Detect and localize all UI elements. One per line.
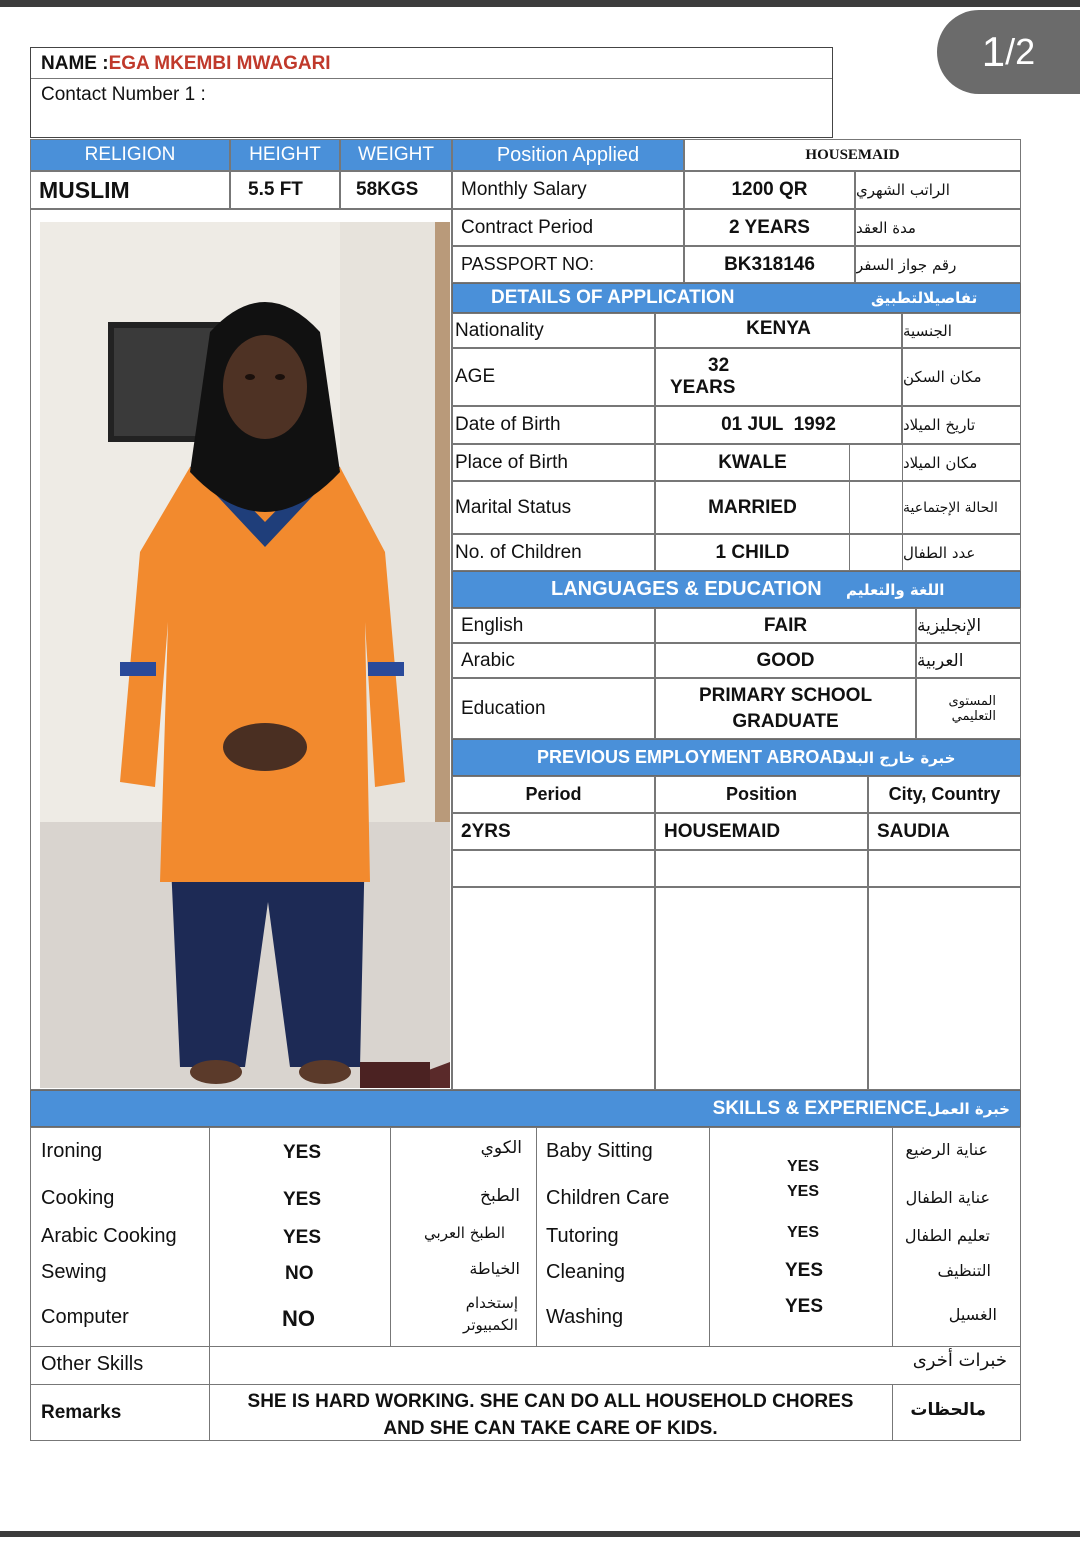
employment-row-position: HOUSEMAID (655, 813, 868, 850)
arabic-label: Arabic (452, 643, 655, 678)
skill-washing-label: Washing (546, 1306, 624, 1328)
skill-cleaning-label: Cleaning (546, 1261, 625, 1283)
skills-section-header (30, 1090, 1021, 1127)
height-header: HEIGHT (230, 139, 340, 171)
passport-ar: رقم جواز السفر (855, 246, 1021, 283)
position-header: Position Applied (452, 139, 684, 171)
applicant-photo (40, 222, 450, 1088)
age-label: AGE (452, 348, 655, 406)
marital-label: Marital Status (452, 481, 655, 534)
bottom-edge-bar (0, 1531, 1080, 1537)
name-label: NAME : (41, 53, 109, 74)
details-title: DETAILS OF APPLICATION (491, 287, 735, 308)
religion-header: RELIGION (30, 139, 230, 171)
dob-label: Date of Birth (452, 406, 655, 444)
education-value (655, 678, 916, 739)
skill-baby-sitting-value: YES (787, 1158, 820, 1175)
education-ar-line1: المستوى (948, 693, 996, 709)
skill-sewing-value: NO (285, 1263, 314, 1284)
skill-washing-value: YES (785, 1296, 824, 1317)
children-label: No. of Children (452, 534, 655, 571)
dob-ar: تاريخ الميلاد (902, 406, 1021, 444)
skill-sewing-ar: الخياطة (469, 1259, 520, 1278)
age-value (655, 348, 902, 406)
salary-ar: الراتب الشهري (855, 171, 1021, 209)
skill-tutoring-value: YES (787, 1224, 820, 1241)
skill-cooking-ar: الطبخ (480, 1186, 520, 1206)
employment-title-ar: خبرة خارج البلاد (838, 748, 956, 767)
employment-header-period: Period (452, 776, 655, 813)
salary-value: 1200 QR (684, 171, 855, 209)
remarks-label: Remarks (41, 1402, 122, 1423)
contract-label: Contract Period (452, 209, 684, 246)
religion-value: MUSLIM (30, 171, 230, 209)
arabic-ar: العربية (916, 643, 1021, 678)
education-value-line1: PRIMARY SCHOOL (698, 684, 873, 706)
skill-computer-value: NO (282, 1306, 315, 1331)
page-indicator (937, 10, 1080, 94)
remarks-line2: AND SHE CAN TAKE CARE OF KIDS. (383, 1418, 718, 1439)
employment-empty-row (452, 850, 655, 887)
education-value-line2: GRADUATE (732, 710, 839, 732)
skills-title-ar: خبرة العمل (926, 1099, 1010, 1118)
remarks-line1: SHE IS HARD WORKING. SHE CAN DO ALL HOUSEHOLD CHORES (247, 1391, 854, 1412)
contract-value: 2 YEARS (684, 209, 855, 246)
age-number: 32 (708, 355, 730, 376)
skills-divider (709, 1127, 710, 1346)
weight-value: 58KGS (340, 171, 452, 209)
remarks-text (209, 1388, 892, 1442)
skill-children-care-value: YES (787, 1183, 820, 1200)
skills-hline (30, 1384, 209, 1385)
skill-ironing-ar: الكوي (480, 1138, 522, 1158)
employment-header-position: Position (655, 776, 868, 813)
nationality-value: KENYA (655, 313, 902, 348)
skill-arabic-cooking-label: Arabic Cooking (41, 1225, 177, 1247)
employment-row-period: 2YRS (452, 813, 655, 850)
applicant-photo-illustration (40, 222, 450, 1088)
skill-washing-ar: الغسيل (948, 1305, 997, 1324)
name-row (31, 48, 832, 79)
skill-ironing-value: YES (283, 1142, 322, 1163)
skill-cooking-value: YES (283, 1189, 322, 1210)
employment-empty-area (655, 887, 868, 1090)
skill-sewing-label: Sewing (41, 1261, 107, 1283)
skill-baby-sitting-label: Baby Sitting (546, 1140, 653, 1162)
education-ar-line2: التعليمي (951, 708, 996, 724)
pob-ar: مكان الميلاد (902, 444, 1021, 481)
employment-section-header (452, 739, 1021, 776)
skill-tutoring-label: Tutoring (546, 1225, 619, 1247)
pob-spacer (850, 444, 902, 481)
marital-ar: الحالة الإجتماعية (902, 481, 1021, 534)
salary-label: Monthly Salary (452, 171, 684, 209)
skills-divider (390, 1127, 391, 1346)
skill-children-care-ar: عناية الطفال (905, 1188, 990, 1207)
skill-cleaning-value: YES (785, 1260, 824, 1281)
children-ar: عدد الطفال (902, 534, 1021, 571)
skill-tutoring-ar: تعليم الطفال (904, 1226, 990, 1245)
languages-title-ar: اللغة والتعليم (846, 580, 945, 599)
skill-computer-label: Computer (41, 1306, 129, 1328)
other-skills-ar: خبرات أخرى (912, 1350, 1007, 1371)
page-current: 1 (981, 28, 1006, 75)
skills-hline (209, 1384, 1021, 1385)
pob-label: Place of Birth (452, 444, 655, 481)
other-skills-label: Other Skills (41, 1353, 144, 1375)
marital-spacer (850, 481, 902, 534)
languages-title: LANGUAGES & EDUCATION (551, 578, 822, 600)
education-ar (916, 678, 1021, 739)
employment-empty-row (868, 850, 1021, 887)
weight-header: WEIGHT (340, 139, 452, 171)
skill-ironing-label: Ironing (41, 1140, 103, 1162)
employment-title: PREVIOUS EMPLOYMENT ABROAD (537, 747, 846, 767)
dob-value: 01 JUL 1992 (655, 406, 902, 444)
nationality-ar: الجنسية (902, 313, 1021, 348)
skill-computer-ar-line2: الكمبيوتر (463, 1316, 518, 1334)
skill-computer-ar-line1: إستخدام (465, 1294, 518, 1312)
skill-children-care-label: Children Care (546, 1187, 670, 1209)
children-spacer (850, 534, 902, 571)
employment-empty-area (452, 887, 655, 1090)
children-value: 1 CHILD (655, 534, 850, 571)
pob-value: KWALE (655, 444, 850, 481)
english-label: English (452, 608, 655, 643)
details-section-header (452, 283, 1021, 313)
contract-ar: مدة العقد (855, 209, 1021, 246)
education-label: Education (452, 678, 655, 739)
skill-arabic-cooking-value: YES (283, 1227, 322, 1248)
skills-hline (30, 1346, 1021, 1347)
age-unit: YEARS (670, 377, 736, 398)
skills-divider (536, 1127, 537, 1346)
arabic-value: GOOD (655, 643, 916, 678)
skill-baby-sitting-ar: عناية الرضيع (905, 1140, 988, 1159)
marital-value: MARRIED (655, 481, 850, 534)
employment-empty-row (655, 850, 868, 887)
english-ar: الإنجليزية (916, 608, 1021, 643)
passport-value: BK318146 (684, 246, 855, 283)
skills-title: SKILLS & EXPERIENCE (712, 1097, 927, 1119)
employment-row-city: SAUDIA (868, 813, 1021, 850)
details-title-ar: تفاصيلالتطبيق (871, 289, 978, 307)
employment-empty-area (868, 887, 1021, 1090)
height-value: 5.5 FT (230, 171, 340, 209)
contact-label: Contact Number 1 : (41, 84, 206, 105)
languages-section-header (452, 571, 1021, 608)
applicant-name: EGA MKEMBI MWAGARI (108, 53, 331, 74)
skill-cooking-label: Cooking (41, 1187, 115, 1209)
page-total: /2 (1005, 31, 1036, 72)
position-value: HOUSEMAID (684, 139, 1021, 171)
top-edge-bar (0, 0, 1080, 7)
name-header-box (30, 47, 833, 138)
employment-header-city: City, Country (868, 776, 1021, 813)
skill-cleaning-ar: التنظيف (937, 1261, 991, 1280)
english-value: FAIR (655, 608, 916, 643)
passport-label: PASSPORT NO: (452, 246, 684, 283)
skill-arabic-cooking-ar: الطبخ العربي (424, 1224, 505, 1242)
skill-computer-ar (400, 1292, 518, 1336)
nationality-label: Nationality (452, 313, 655, 348)
remarks-ar: مالحظات (910, 1400, 986, 1420)
age-ar: مكان السكن (902, 348, 1021, 406)
